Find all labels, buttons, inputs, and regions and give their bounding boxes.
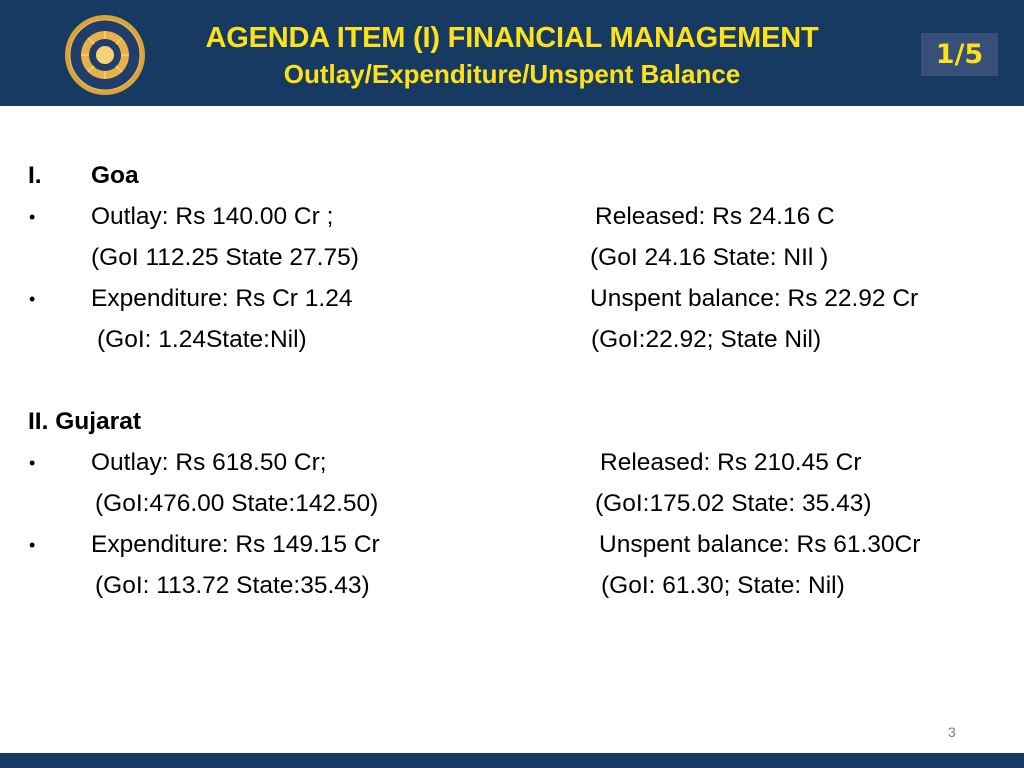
gujarat-expenditure-split: (GoI: 113.72 State:35.43) bbox=[95, 572, 370, 599]
goa-expenditure: Expenditure: Rs Cr 1.24 bbox=[91, 285, 353, 312]
gujarat-outlay-split: (GoI:476.00 State:142.50) bbox=[95, 490, 379, 517]
slide-subtitle: Outlay/Expenditure/Unspent Balance bbox=[283, 59, 741, 89]
bullet-icon: • bbox=[29, 453, 36, 473]
section-page-badge: 1/5 bbox=[921, 33, 998, 76]
header-bar bbox=[0, 0, 1024, 106]
goa-unspent-split: (GoI:22.92; State Nil) bbox=[591, 326, 822, 353]
gujarat-expenditure: Expenditure: Rs 149.15 Cr bbox=[91, 531, 380, 558]
goa-unspent: Unspent balance: Rs 22.92 Cr bbox=[590, 285, 919, 312]
goa-heading: Goa bbox=[91, 162, 139, 189]
slide-title: AGENDA ITEM (I) FINANCIAL MANAGEMENT bbox=[205, 22, 819, 54]
goa-outlay-split: (GoI 112.25 State 27.75) bbox=[91, 244, 359, 271]
page-number: 3 bbox=[948, 724, 956, 740]
gujarat-unspent-split: (GoI: 61.30; State: Nil) bbox=[601, 572, 845, 599]
bullet-icon: • bbox=[29, 207, 36, 227]
goa-numeral: I. bbox=[28, 162, 42, 189]
goa-released-split: (GoI 24.16 State: NIl ) bbox=[590, 244, 829, 271]
gujarat-released: Released: Rs 210.45 Cr bbox=[600, 449, 862, 476]
gujarat-released-split: (GoI:175.02 State: 35.43) bbox=[595, 490, 872, 517]
bullet-icon: • bbox=[29, 535, 36, 555]
footer-bar bbox=[0, 753, 1024, 768]
gujarat-unspent: Unspent balance: Rs 61.30Cr bbox=[599, 531, 921, 558]
goa-outlay: Outlay: Rs 140.00 Cr ; bbox=[91, 203, 334, 230]
gujarat-heading: II. Gujarat bbox=[28, 408, 142, 435]
goa-expenditure-split: (GoI: 1.24State:Nil) bbox=[97, 326, 307, 353]
goa-released: Released: Rs 24.16 C bbox=[595, 203, 835, 230]
bullet-icon: • bbox=[29, 289, 36, 309]
gujarat-outlay: Outlay: Rs 618.50 Cr; bbox=[91, 449, 327, 476]
